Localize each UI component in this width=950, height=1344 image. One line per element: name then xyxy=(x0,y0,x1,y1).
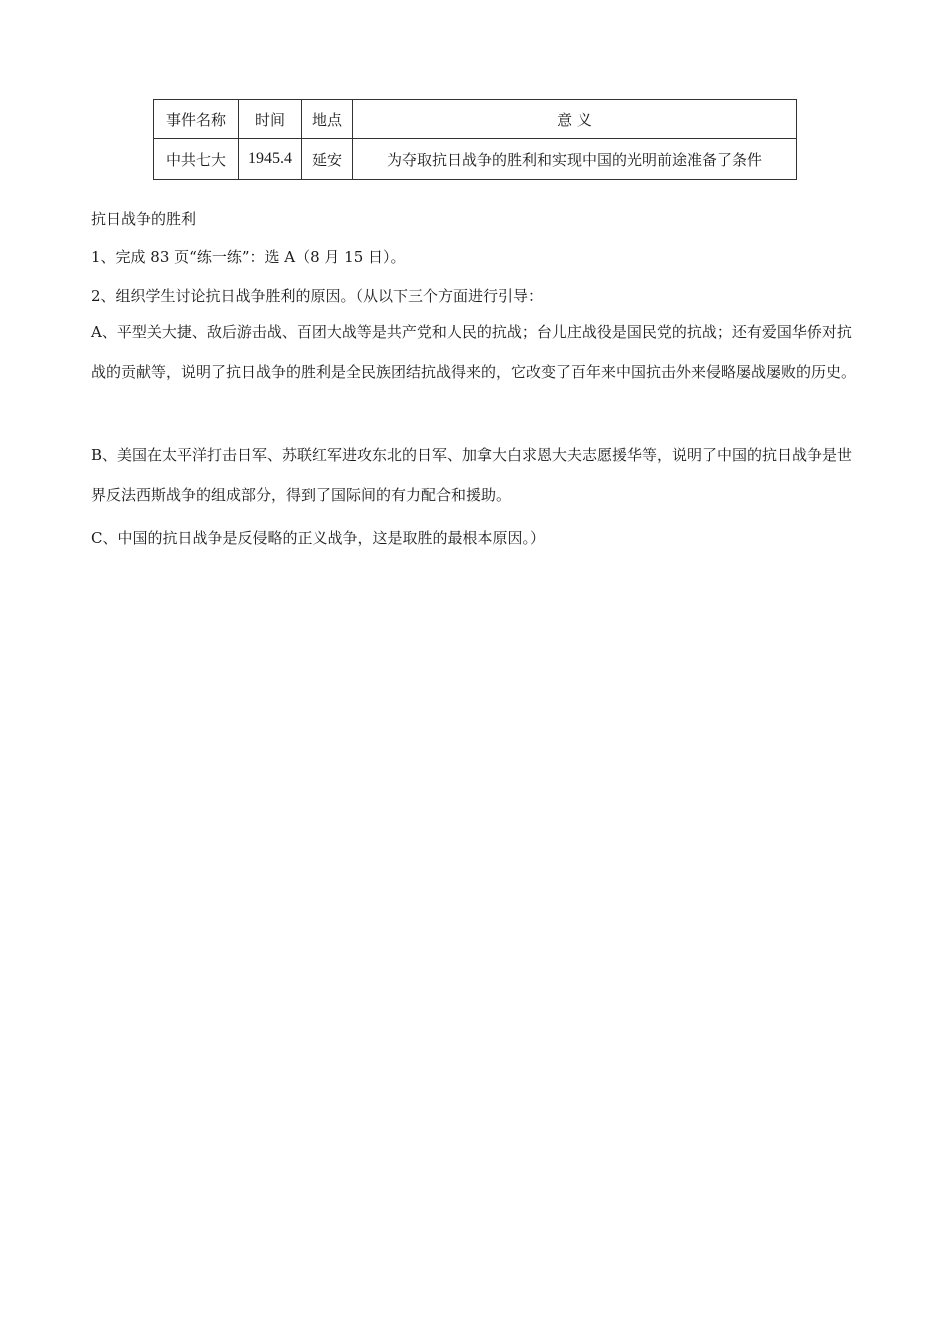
header-time: 时间 xyxy=(239,100,302,139)
cell-event-name: 中共七大 xyxy=(154,139,239,180)
cell-significance: 为夺取抗日战争的胜利和实现中国的光明前途准备了条件 xyxy=(353,139,797,180)
point-a: A、平型关大捷、敌后游击战、百团大战等是共产党和人民的抗战；台儿庄战役是国民党的抗战；还有爱国华侨对抗战的贡献等，说明了抗日战争的胜利是全民族团结抗战得来的，它改变了百年来中国抗击外来侵略屡战屡败的历史。 xyxy=(91,323,857,381)
header-place: 地点 xyxy=(302,100,353,139)
point-b: B、美国在太平洋打击日军、苏联红军进攻东北的日军、加拿大白求恩大夫志愿援华等，说明了中国的抗日战争是世界反法西斯战争的组成部分，得到了国际间的有力配合和援助。 xyxy=(91,446,853,504)
cell-place: 延安 xyxy=(302,139,353,180)
point-c: C、中国的抗日战争是反侵略的正义战争，这是取胜的最根本原因。） xyxy=(91,529,545,547)
events-table xyxy=(153,99,797,180)
table-row xyxy=(154,139,797,180)
cell-time: 1945.4 xyxy=(239,139,302,180)
item-1: 1、完成 83 页“练一练”：选 A（8 月 15 日）。 xyxy=(91,248,406,266)
table-header-row xyxy=(154,100,797,139)
section-title: 抗日战争的胜利 xyxy=(91,210,197,228)
header-event-name: 事件名称 xyxy=(154,100,239,139)
header-significance: 意 义 xyxy=(353,100,797,139)
item-2: 2、组织学生讨论抗日战争胜利的原因。（从以下三个方面进行引导： xyxy=(91,287,544,305)
